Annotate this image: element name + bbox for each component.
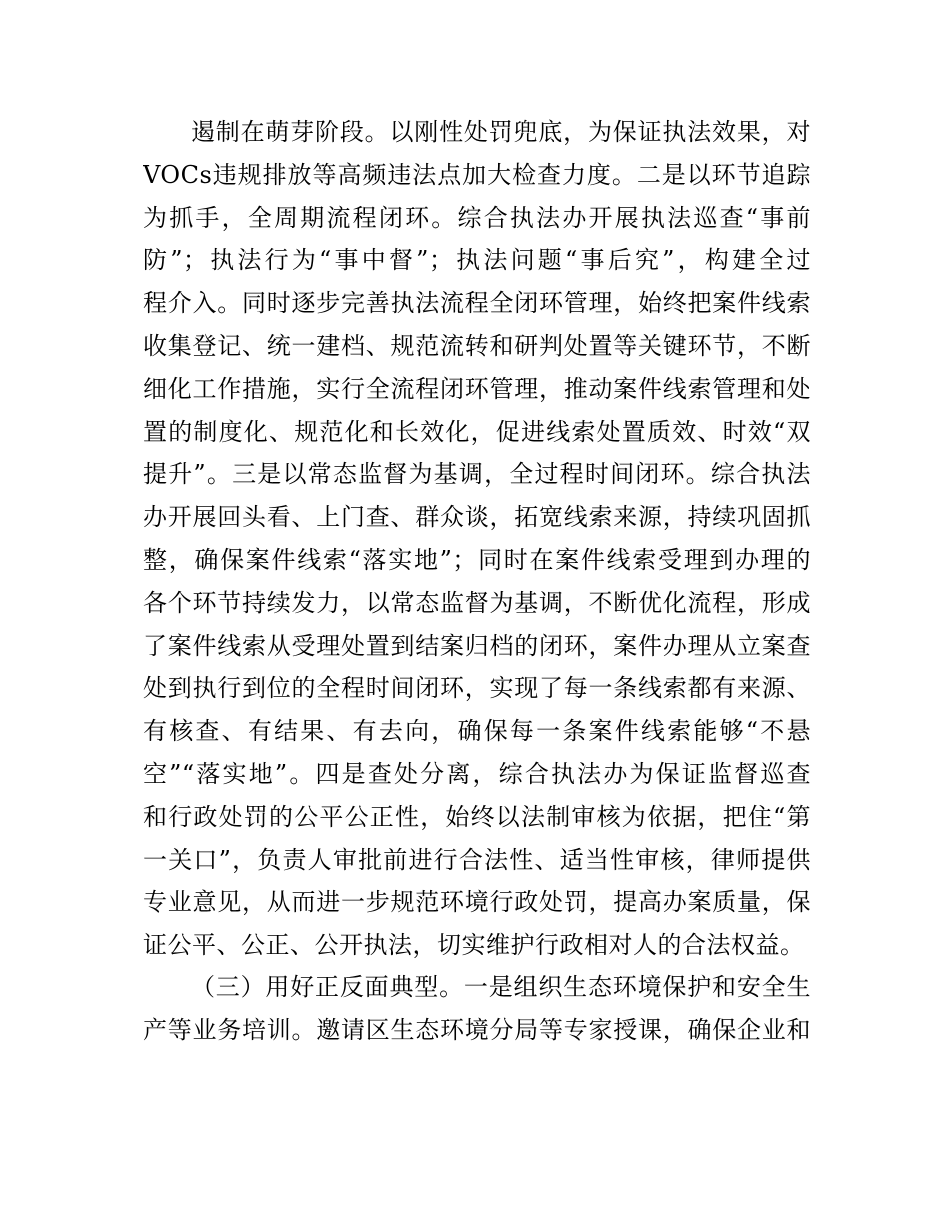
- text-line: 各个环节持续发力，以常态监督为基调，不断优化流程，形成: [143, 588, 811, 617]
- text-line: 专业意见，从而进一步规范环境行政处罚，提高办案质量，保: [143, 888, 811, 917]
- text-line: 防”；执法行为“事中督”；执法问题“事后究”，构建全过: [143, 246, 811, 275]
- text-line: 收集登记、统一建档、规范流转和研判处置等关键环节，不断: [143, 331, 811, 360]
- text-line: 细化工作措施，实行全流程闭环管理，推动案件线索管理和处: [143, 374, 811, 403]
- text-line: VOCs违规排放等高频违法点加大检查力度。二是以环节追踪: [143, 160, 811, 189]
- text-line: 证公平、公正、公开执法，切实维护行政相对人的合法权益。: [143, 931, 805, 960]
- text-line: 和行政处罚的公平公正性，始终以法制审核为依据，把住“第: [143, 802, 811, 831]
- text-line: 办开展回头看、上门查、群众谈，拓宽线索来源，持续巩固抓: [143, 503, 811, 532]
- text-line: 有核查、有结果、有去向，确保每一条案件线索能够“不悬: [143, 717, 811, 746]
- text-line: 产等业务培训。邀请区生态环境分局等专家授课，确保企业和: [143, 1015, 811, 1044]
- text-line: 为抓手，全周期流程闭环。综合执法办开展执法巡查“事前: [143, 203, 811, 232]
- text-line: 一关口”，负责人审批前进行合法性、适当性审核，律师提供: [143, 845, 811, 874]
- paragraph-enforcement-closed-loop: [143, 111, 811, 967]
- text-line: 程介入。同时逐步完善执法流程全闭环管理，始终把案件线索: [143, 289, 811, 318]
- text-line: 遏制在萌芽阶段。以刚性处罚兜底，为保证执法效果，对: [191, 118, 811, 146]
- text-line: 了案件线索从受理处置到结案归档的闭环，案件办理从立案查: [143, 631, 811, 660]
- paragraph-typical-cases: [143, 966, 811, 1052]
- text-line: 置的制度化、规范化和长效化，促进线索处置质效、时效“双: [143, 417, 811, 446]
- text-line: 处到执行到位的全程时间闭环，实现了每一条线索都有来源、: [143, 674, 811, 703]
- text-line: （三）用好正反面典型。一是组织生态环境保护和安全生: [191, 973, 811, 1001]
- text-line: 空”“落实地”。四是查处分离，综合执法办为保证监督巡查: [143, 759, 811, 788]
- text-line: 提升”。三是以常态监督为基调，全过程时间闭环。综合执法: [143, 460, 811, 489]
- text-line: 整，确保案件线索“落实地”；同时在案件线索受理到办理的: [143, 545, 811, 574]
